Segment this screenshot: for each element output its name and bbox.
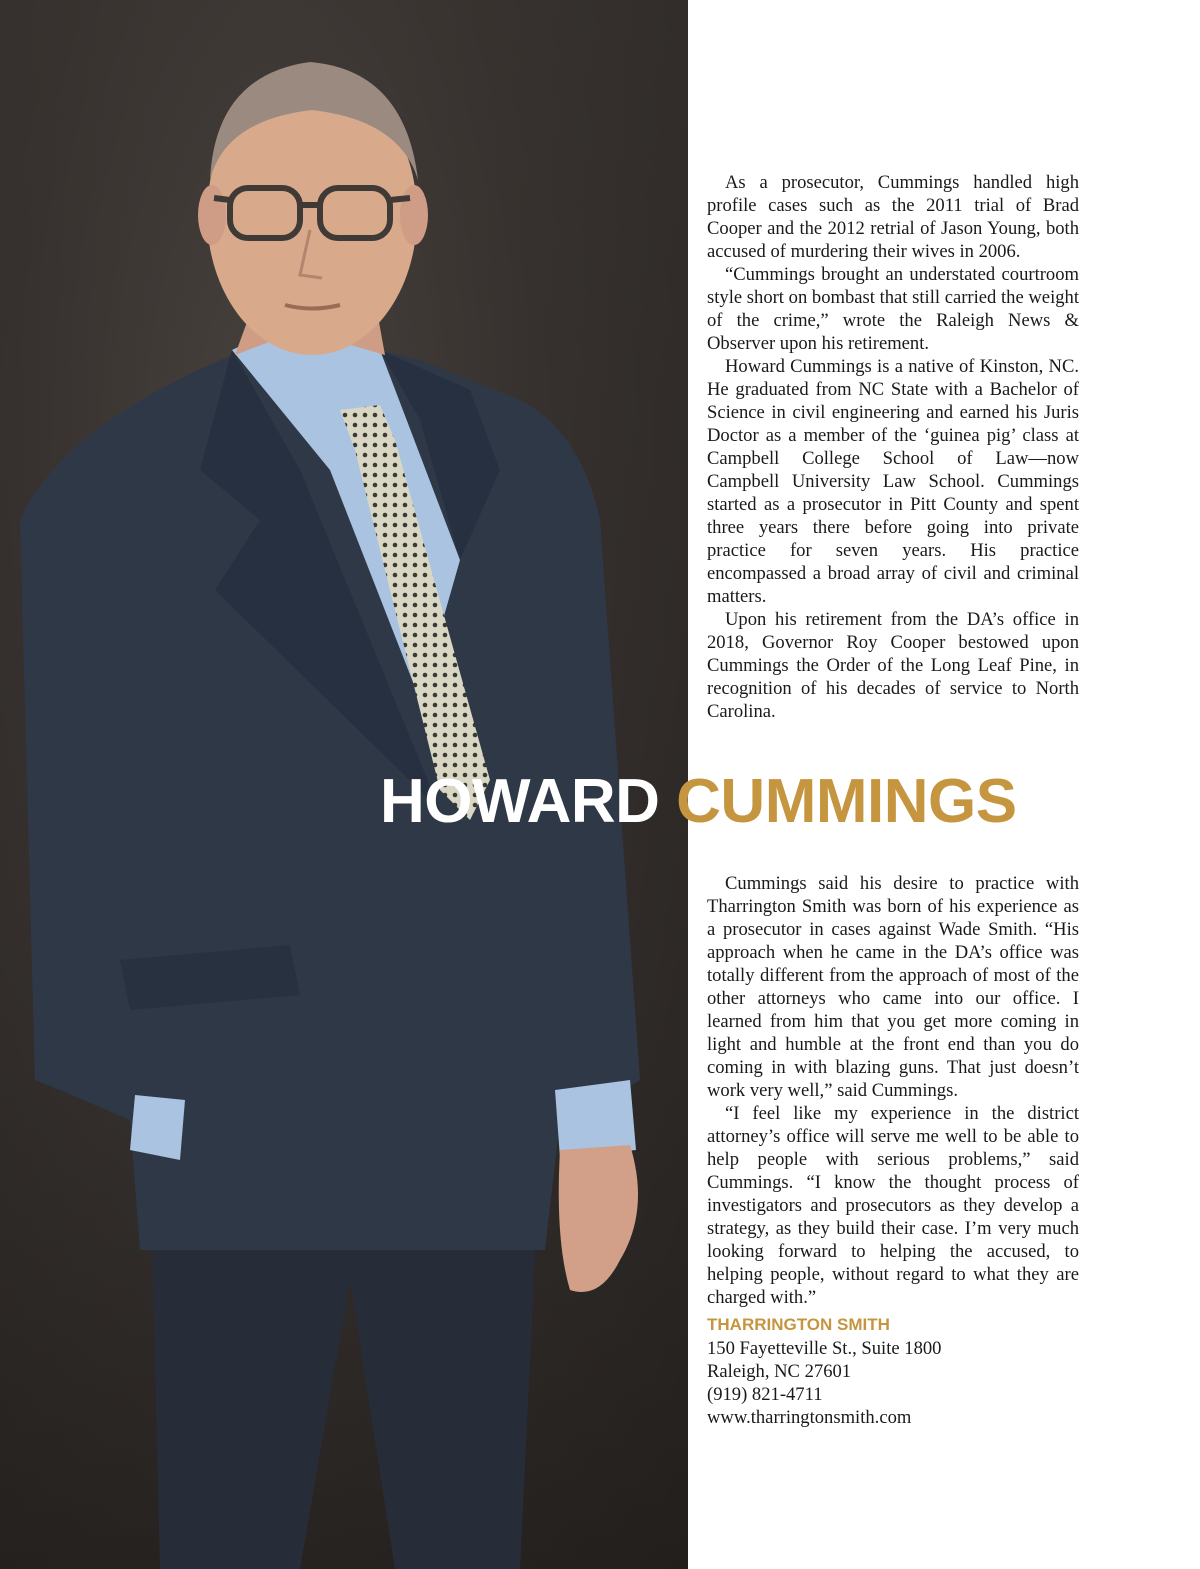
phone-number: (919) 821-4711 (707, 1384, 823, 1405)
article-paragraph: “Cummings brought an understated courtroom style short on bombast that still carried the weight of the crime,” wrote the Raleigh News & Observer upon his retirement. (707, 264, 1079, 354)
article-column-bottom (707, 872, 1079, 1429)
address-line-1: 150 Fayetteville St., Suite 1800 (707, 1338, 942, 1359)
article-paragraph: “I feel like my experience in the district attorney’s office will serve me well to be able to help people with serious problems,” said Cummings. “I know the thought process of investigators and prosecutors as they develop a strategy, as they build their case. I’m very much looking forward to helping the accused, to helping people, without regard to what they are charged with.” (707, 1103, 1079, 1308)
headline (380, 766, 1017, 838)
website-link[interactable]: www.tharringtonsmith.com (707, 1407, 912, 1428)
firm-name: THARRINGTON SMITH (707, 1315, 890, 1334)
article-paragraph: Howard Cummings is a native of Kinston, NC. He graduated from NC State with a Bachelor of Science in civil engineering and earned his Juris Doctor as a member of the ‘guinea pig’ class at Campbell College School of Law—now Campbell University Law School. Cummings started as a prosecutor in Pitt County and spent three years there before going into private practice for seven years. His practice encompassed a broad array of civil and criminal matters. (707, 356, 1079, 607)
contact-block (707, 1313, 1079, 1429)
article-paragraph: Cummings said his desire to practice with Tharrington Smith was born of his experience as a prosecutor in cases against Wade Smith. “His approach when he came in the DA’s office was totally different from the approach of most of the other attorneys who came into our office. I learned from him that you get more coming in light and humble at the front end than you do coming in with blazing guns. That just doesn’t work very well,” said Cummings. (707, 873, 1079, 1101)
headline-last-name: CUMMINGS (676, 767, 1017, 836)
article-column-top (707, 171, 1079, 723)
headline-first-name: HOWARD (380, 767, 660, 836)
article-paragraph: Upon his retirement from the DA’s office in 2018, Governor Roy Cooper bestowed upon Cummings the Order of the Long Leaf Pine, in recognition of his decades of service to North Carolina. (707, 609, 1079, 722)
article-paragraph: As a prosecutor, Cummings handled high profile cases such as the 2011 trial of Brad Cooper and the 2012 retrial of Jason Young, both accused of murdering their wives in 2006. (707, 172, 1079, 262)
address-line-2: Raleigh, NC 27601 (707, 1361, 852, 1382)
